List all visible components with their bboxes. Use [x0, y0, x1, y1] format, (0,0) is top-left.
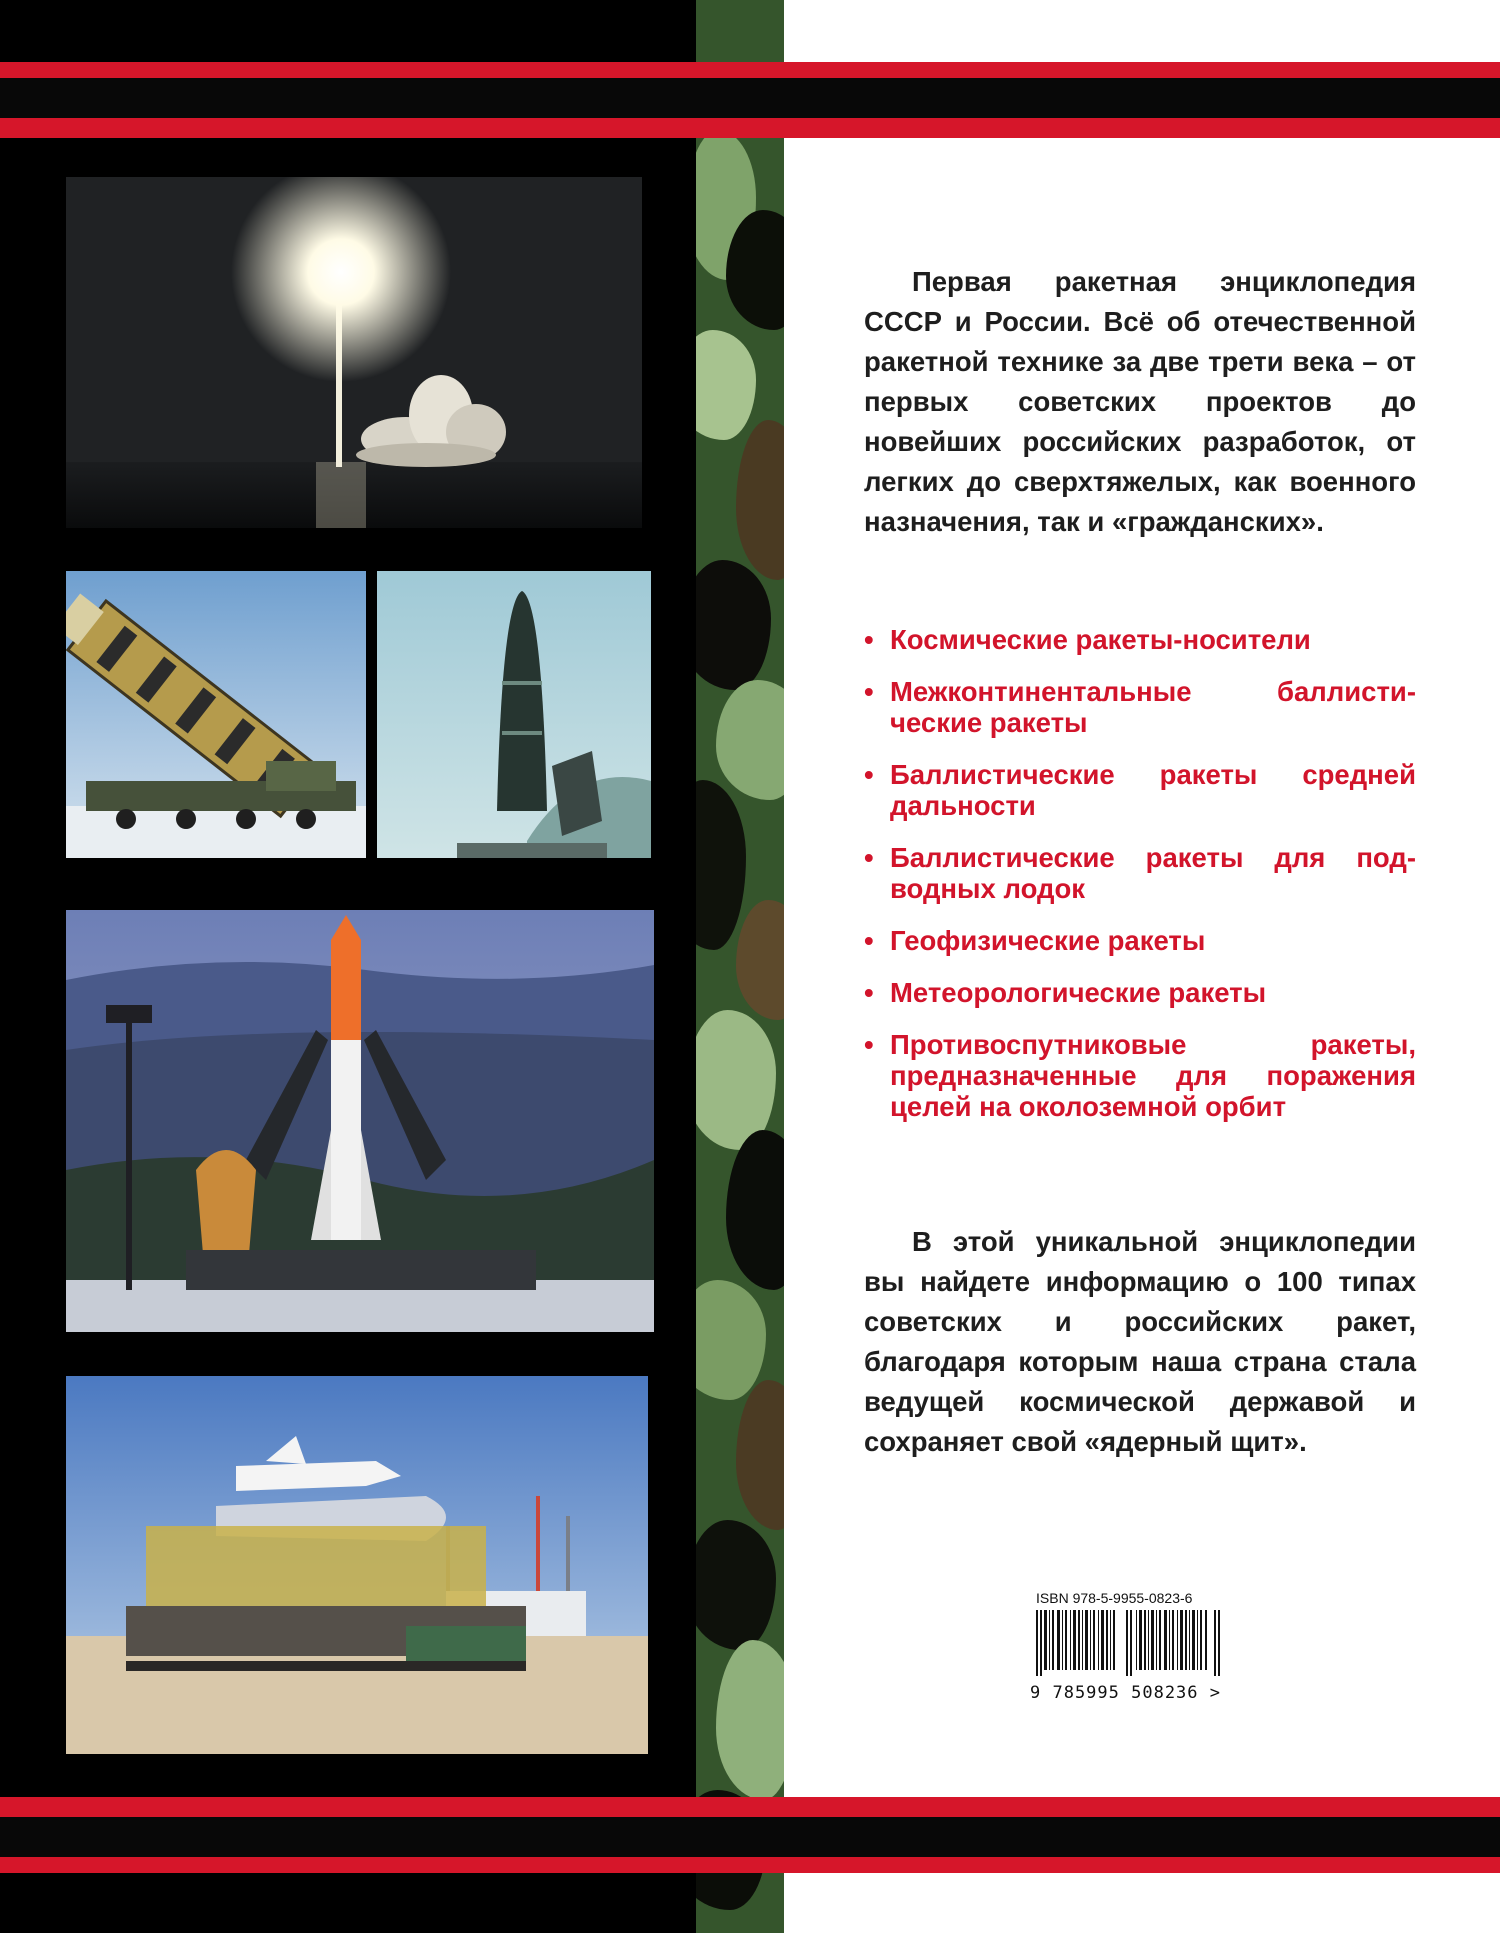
category-item: • Межконтинентальные баллистические ракеты — [864, 676, 1416, 738]
photo-buran-transport — [66, 1376, 648, 1754]
isbn-text: ISBN 978-5-9955-0823-6 — [1036, 1590, 1193, 1606]
bottom-red-stripe-1 — [0, 1797, 1500, 1817]
intro-block — [864, 262, 1416, 542]
photo-missile-erector — [66, 571, 366, 858]
top-red-stripe-1 — [0, 62, 1500, 78]
camouflage-strip — [696, 0, 784, 1933]
photo-silo-launch — [377, 571, 651, 858]
category-item: • Космические ракеты-носители — [864, 624, 1416, 655]
barcode-block — [1030, 1590, 1250, 1703]
outro-block — [864, 1222, 1416, 1462]
top-black-stripe — [0, 78, 1500, 118]
bottom-red-stripe-2 — [0, 1857, 1500, 1873]
photo-submarine-launch — [66, 177, 642, 528]
categories-block — [864, 624, 1416, 1143]
category-item: • Метеорологические ракеты — [864, 977, 1416, 1008]
categories-list — [864, 624, 1416, 1122]
photo-soyuz-launch-pad — [66, 910, 654, 1332]
outro-paragraph: В этой уникальной энциклопедии вы найдете информацию о 100 типах советских и российских ракет, благодаря которым наша страна стала ведущей космической державой и сохраняет свой «ядерный щит». — [864, 1226, 1416, 1457]
top-red-stripe-2 — [0, 118, 1500, 138]
category-item: • Геофизические ракеты — [864, 925, 1416, 956]
category-item: • Баллистические ракеты для подводных лодок — [864, 842, 1416, 904]
intro-paragraph: Первая ракетная энциклопедия СССР и России. Всё об отечественной ракетной технике за две трети века – от первых советских проектов до новейших российских разработок, от легких до сверхтяжелых, как военного назначения, так и «гражданских». — [864, 266, 1416, 537]
barcode-digits: 9 785995 508236 > — [1030, 1683, 1221, 1703]
bottom-black-stripe — [0, 1817, 1500, 1857]
category-item: • Противоспутниковые ракеты, предназначенные для поражения целей на околоземной орбит — [864, 1029, 1416, 1122]
category-item: • Баллистические ракеты средней дальности — [864, 759, 1416, 821]
barcode-icon — [1030, 1610, 1230, 1676]
